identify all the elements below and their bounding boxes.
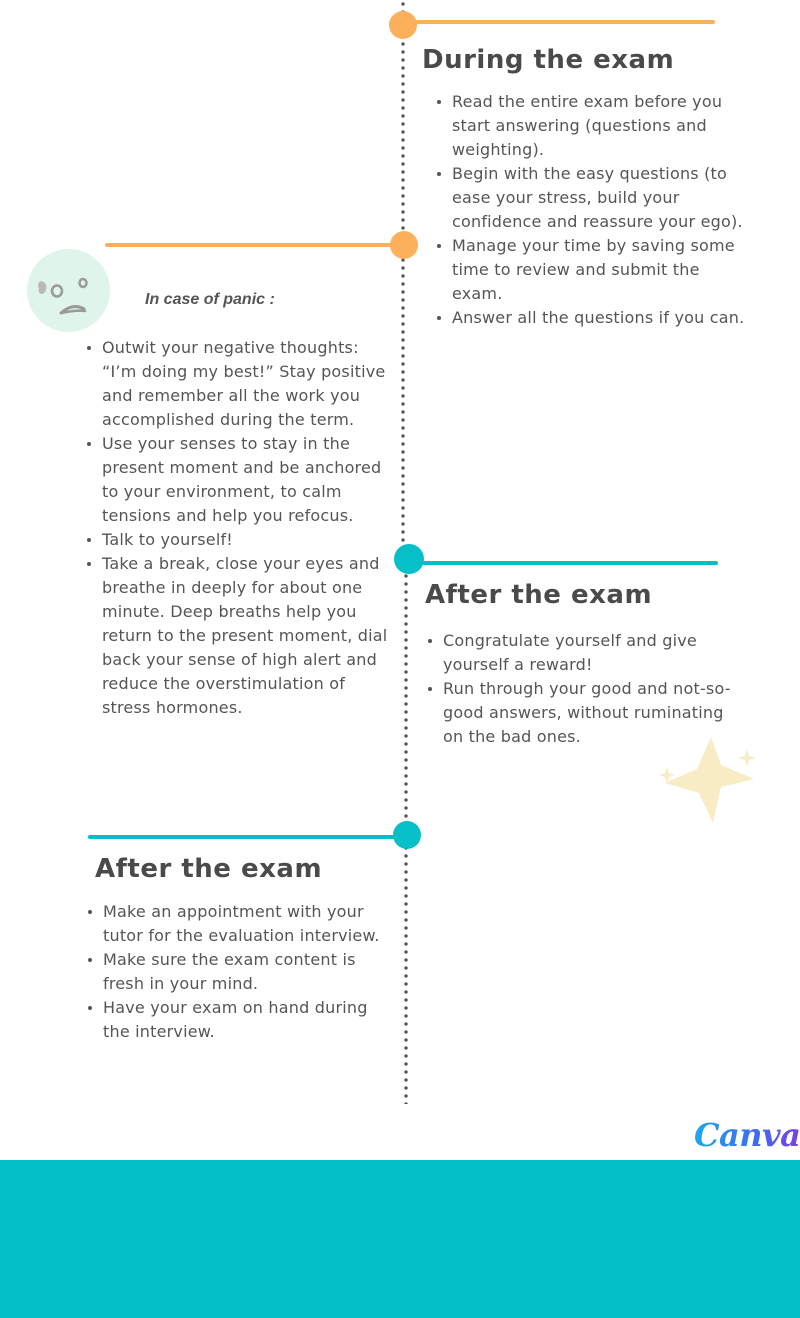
list-item: Take a break, close your eyes and breathe in deeply for about one minute. Deep breaths help you return to the present moment, dial back your sense of high alert and reduce the overstimulation of stress hormones. <box>102 552 398 720</box>
timeline-branch-panic <box>105 243 403 247</box>
during-exam-list <box>430 90 748 330</box>
list-item: Manage your time by saving some time to review and submit the exam. <box>452 234 748 306</box>
list-item: Read the entire exam before you start answering (questions and weighting). <box>452 90 748 162</box>
panic-list <box>80 336 398 720</box>
during-exam-title: During the exam <box>422 45 675 75</box>
timeline-branch-after-right <box>408 561 718 565</box>
timeline-node-after-left <box>393 821 421 849</box>
worried-face-icon <box>27 249 110 332</box>
timeline-branch-after-left <box>88 835 406 839</box>
timeline-branch-during <box>404 20 715 24</box>
list-item: Make an appointment with your tutor for the evaluation interview. <box>103 900 399 948</box>
list-item: Use your senses to stay in the present moment and be anchored to your environment, to calm tensions and help you refocus. <box>102 432 398 528</box>
list-item: Outwit your negative thoughts: “I’m doing my best!” Stay positive and remember all the work you accomplished during the term. <box>102 336 398 432</box>
after-exam-right-list <box>421 629 743 749</box>
after-exam-right-title: After the exam <box>425 580 653 610</box>
list-item: Begin with the easy questions (to ease your stress, build your confidence and reassure your ego). <box>452 162 748 234</box>
after-exam-left-title: After the exam <box>95 854 323 884</box>
list-item: Make sure the exam content is fresh in your mind. <box>103 948 399 996</box>
timeline-node-after-right <box>394 544 424 574</box>
canva-logo[interactable]: Canva <box>694 1116 800 1154</box>
panic-label: In case of panic : <box>145 291 275 308</box>
footer-band <box>0 1160 800 1318</box>
timeline-node-panic <box>390 231 418 259</box>
list-item: Answer all the questions if you can. <box>452 306 748 330</box>
list-item: Talk to yourself! <box>102 528 398 552</box>
star-icon <box>655 735 760 827</box>
list-item: Congratulate yourself and give yourself a reward! <box>443 629 743 677</box>
list-item: Have your exam on hand during the interview. <box>103 996 399 1044</box>
after-exam-left-list <box>81 900 399 1044</box>
list-item: Run through your good and not-so-good answers, without ruminating on the bad ones. <box>443 677 743 749</box>
worried-face-drawing <box>27 249 110 332</box>
timeline-node-during <box>389 11 417 39</box>
timeline-dotted-line <box>401 0 405 556</box>
